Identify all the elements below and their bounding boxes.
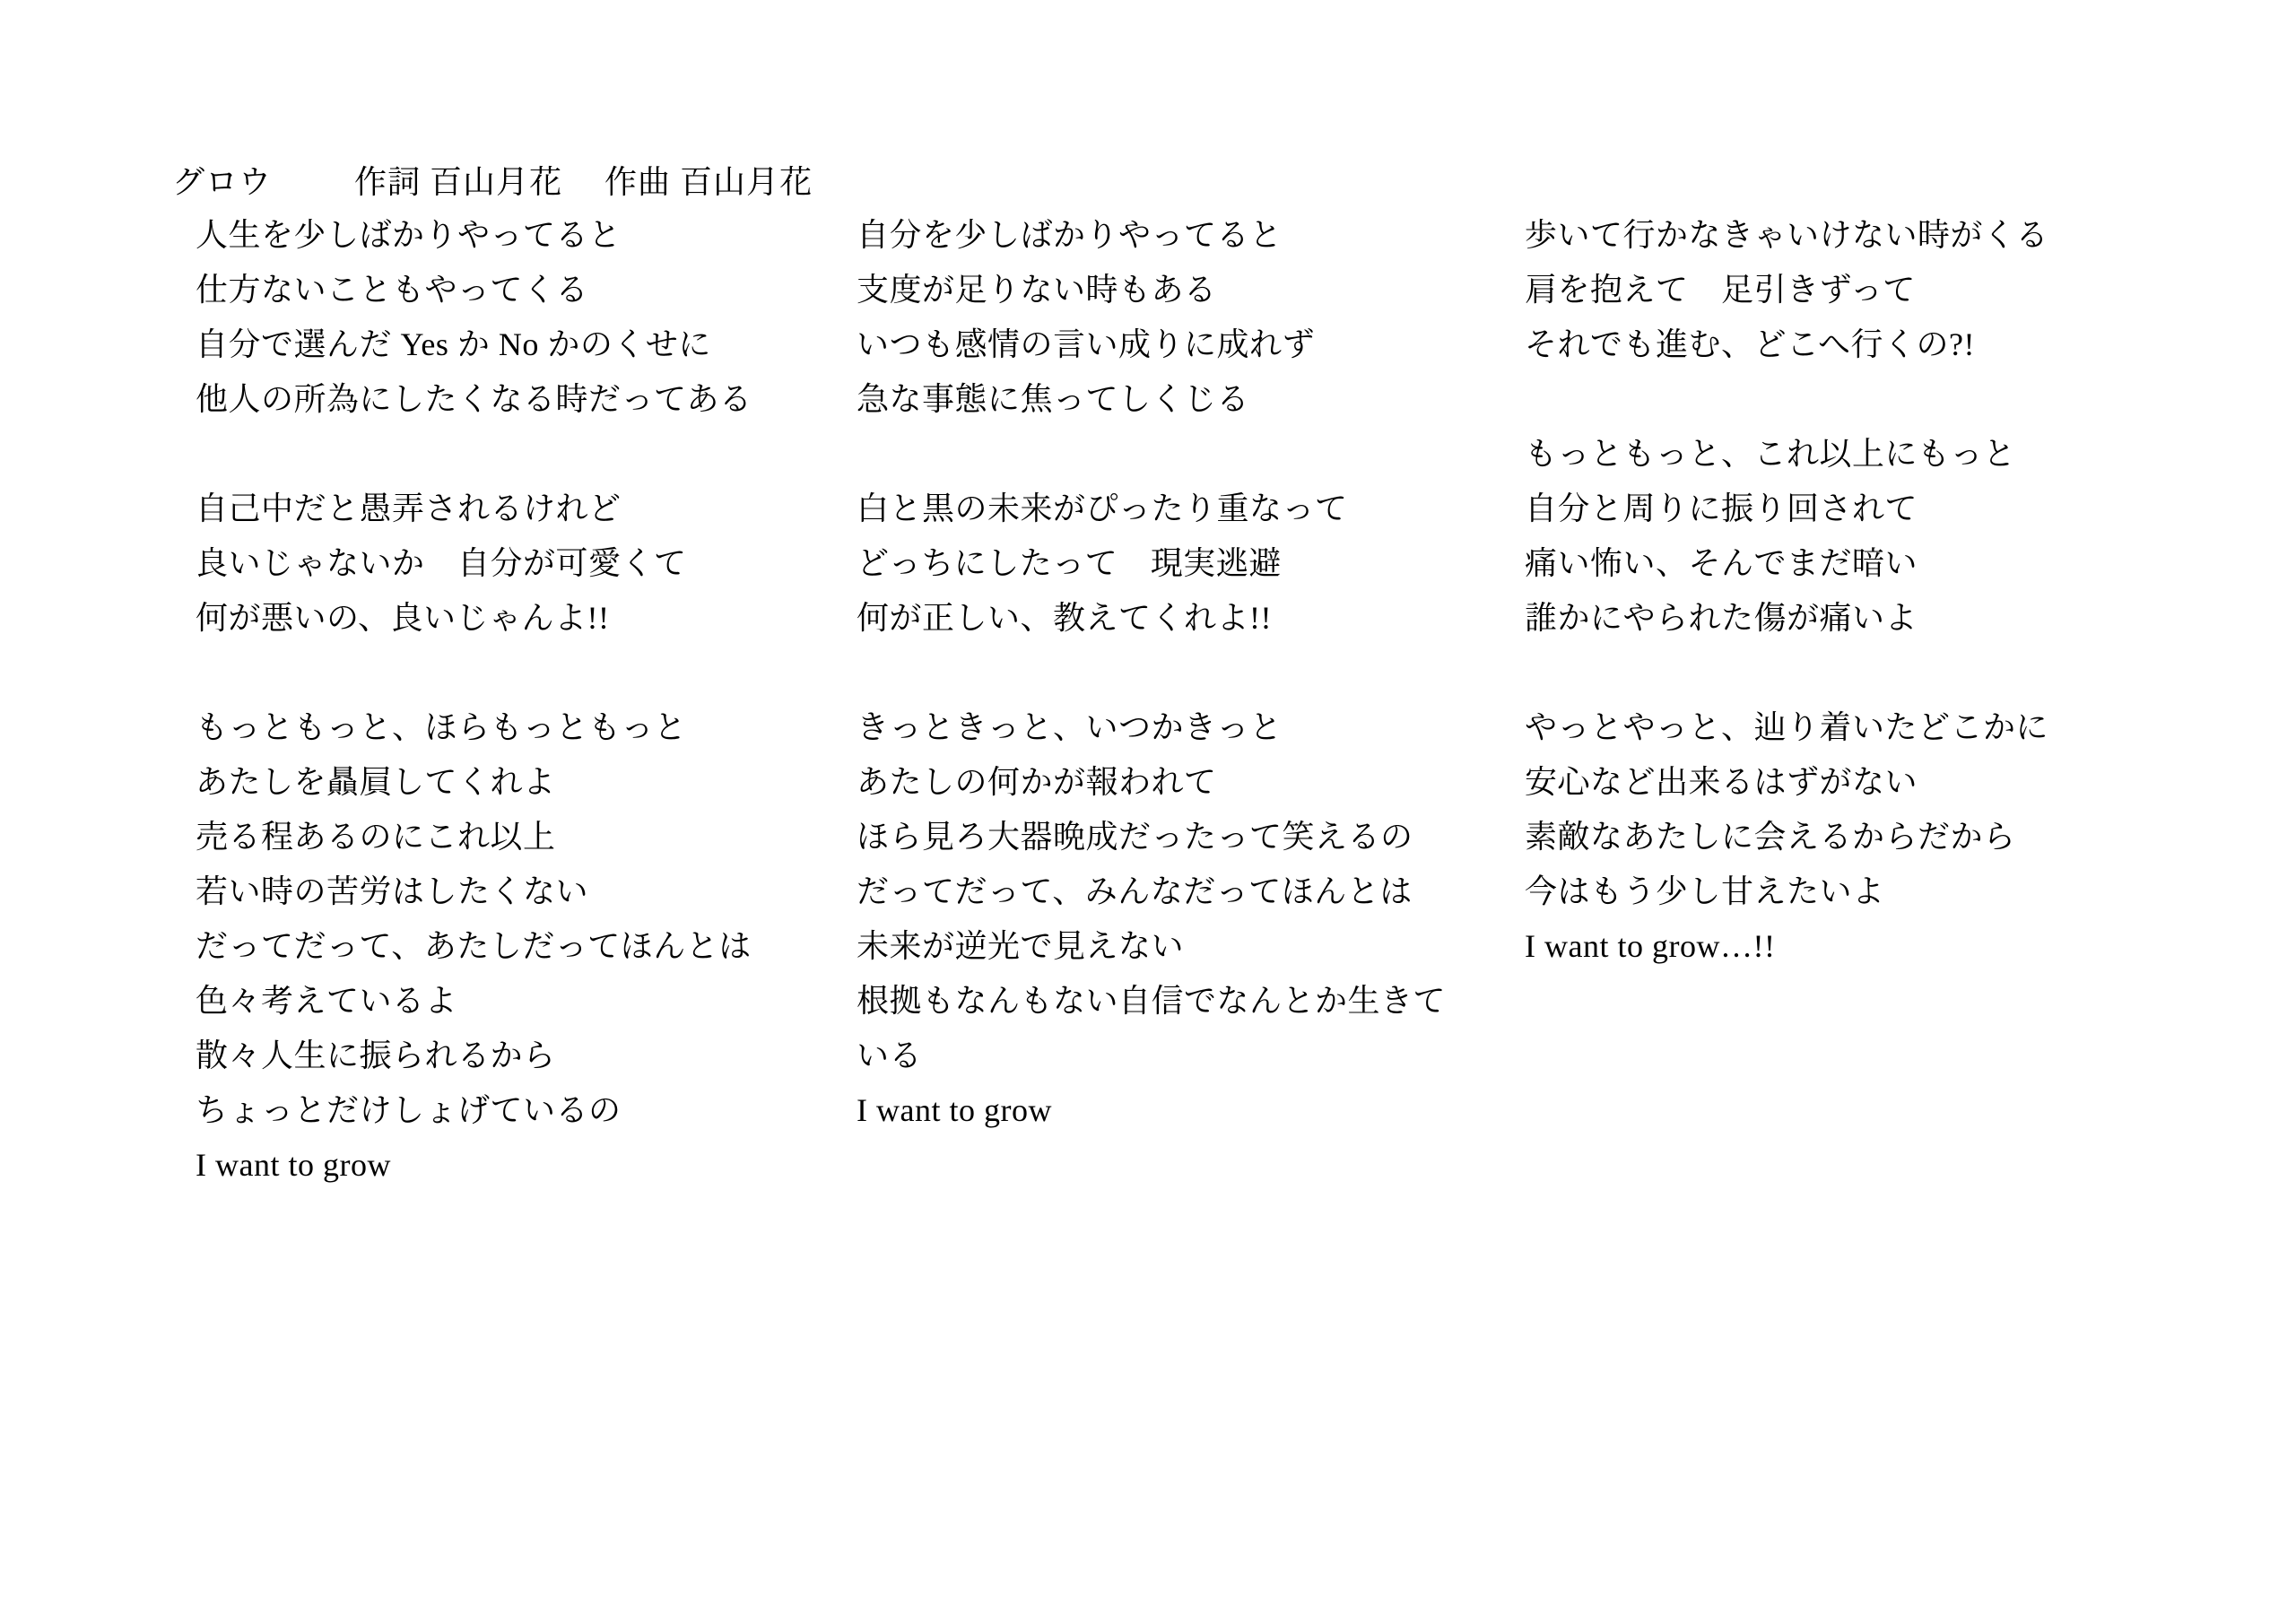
stanza bbox=[857, 700, 1511, 1138]
lyric-line: 何が正しい、教えてくれよ!! bbox=[857, 600, 1272, 636]
lyric-line: もっともっと、これ以上にもっと bbox=[1525, 436, 2016, 472]
lyric-line: 若い時の苦労はしたくない bbox=[196, 873, 589, 909]
lyric-line: 自分で選んだ Yes か No かのくせに bbox=[196, 326, 711, 362]
stanza bbox=[196, 482, 841, 646]
lyric-line: 何が悪いの、良いじゃんよ!! bbox=[196, 600, 610, 636]
lyric-line: 人生を少しばかりやってると bbox=[196, 217, 622, 253]
lyric-line: それでも進む、どこへ行くの?! bbox=[1525, 326, 1976, 362]
lyric-line: 自己中だと愚弄されるけれど bbox=[196, 491, 622, 526]
lyric-line: 仕方ないこともやってくる bbox=[196, 272, 589, 308]
lyric-line: あたしを贔屓してくれよ bbox=[196, 764, 556, 800]
lyric-line: 歩いて行かなきゃいけない時がくる bbox=[1525, 217, 2049, 253]
stanza bbox=[857, 208, 1511, 427]
lyric-line: だってだって、みんなだってほんとは bbox=[857, 873, 1413, 909]
lyric-line: どっちにしたって 現実逃避 bbox=[857, 545, 1282, 581]
lyric-line: もっともっと、ほらもっともっと bbox=[196, 709, 687, 745]
lyric-line: 良いじゃないか 自分が可愛くて bbox=[196, 545, 687, 581]
stanza bbox=[1525, 427, 2170, 646]
lyrics-column-3 bbox=[1525, 208, 2170, 974]
lyric-line: 他人の所為にしたくなる時だってある bbox=[196, 381, 752, 417]
stanza bbox=[196, 700, 841, 1193]
lyric-line: I want to grow…!! bbox=[1525, 928, 1776, 964]
lyric-line: 散々人生に振られるから bbox=[196, 1038, 556, 1073]
lyric-line: 素敵なあたしに会えるからだから bbox=[1525, 819, 2016, 855]
lyric-line: I want to grow bbox=[196, 1147, 391, 1183]
song-title: グロウ bbox=[172, 164, 273, 200]
lyric-line: 肩を抱えて 足引きずって bbox=[1525, 272, 1916, 308]
stanza bbox=[196, 208, 841, 427]
lyric-line: やっとやっと、辿り着いたどこかに bbox=[1525, 709, 2049, 745]
lyric-line: 自分を少しばかりやってると bbox=[857, 217, 1283, 253]
stanza bbox=[857, 482, 1511, 646]
lyric-line: 売る程あるのにこれ以上 bbox=[196, 819, 556, 855]
lyric-line: あたしの何かが報われて bbox=[857, 764, 1217, 800]
lyric-line: 未来が逆光で見えない bbox=[857, 928, 1185, 964]
lyric-line: I want to grow bbox=[857, 1092, 1052, 1128]
lyric-line: 支度が足りない時もある bbox=[857, 272, 1217, 308]
lyric-line: 色々考えているよ bbox=[196, 983, 458, 1019]
lyrics-column-1 bbox=[196, 208, 841, 1193]
lyric-line: いつも感情の言い成りに成れず bbox=[857, 326, 1316, 362]
lyric-line: 自分と周りに振り回されて bbox=[1525, 491, 1918, 526]
lyric-line: いる bbox=[857, 1038, 923, 1073]
lyric-line: ほら見ろ大器晩成だったって笑えるの bbox=[857, 819, 1413, 855]
stanza bbox=[1525, 208, 2170, 372]
lyric-line: 根拠もなんもない自信でなんとか生きて bbox=[857, 983, 1447, 1019]
lyric-line: きっときっと、いつかきっと bbox=[857, 709, 1283, 745]
song-credits: 作詞 百山月花 作曲 百山月花 bbox=[354, 164, 813, 200]
stanza bbox=[1525, 700, 2170, 974]
lyric-line: だってだって、あたしだってほんとは bbox=[196, 928, 752, 964]
lyric-line: 今はもう少し甘えたいよ bbox=[1525, 873, 1885, 909]
lyric-line: 白と黒の未来がぴったり重なって bbox=[857, 491, 1348, 526]
lyrics-column-2 bbox=[857, 208, 1511, 1138]
lyric-line: ちょっとだけしょげているの bbox=[196, 1092, 622, 1128]
lyric-line: 誰かにやられた傷が痛いよ bbox=[1525, 600, 1918, 636]
lyric-line: 痛い怖い、そんでまだ暗い bbox=[1525, 545, 1918, 581]
lyric-line: 安心など出来るはずがない bbox=[1525, 764, 1918, 800]
lyric-line: 急な事態に焦ってしくじる bbox=[857, 381, 1250, 417]
